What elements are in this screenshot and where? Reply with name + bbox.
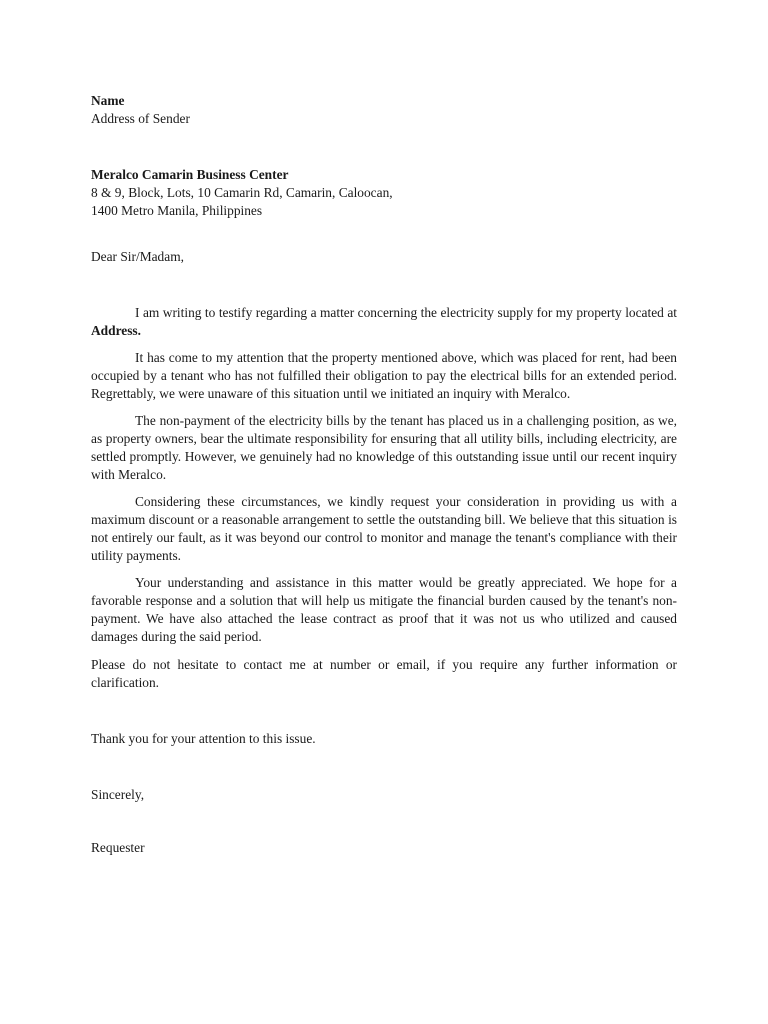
sender-address: Address of Sender: [91, 111, 190, 126]
body-paragraph-1: [91, 304, 677, 340]
paragraph-1: [91, 304, 677, 340]
paragraph-2: It has come to my attention that the property mentioned above, which was placed for rent, had been occupied by a tenant who has not fulfilled their obligation to pay the electrical bills for an extended period. Regrettably, we were unaware of this situation until we initiated an inquiry with Meralco.: [91, 350, 677, 401]
closing: Sincerely,: [91, 787, 145, 802]
salutation-block: [91, 248, 677, 266]
body-paragraph-5: [91, 574, 677, 646]
recipient-address-line2: 1400 Metro Manila, Philippines: [91, 203, 263, 218]
thanks-block: [91, 730, 677, 748]
property-address-placeholder: Address.: [91, 323, 141, 338]
body-paragraph-3: [91, 412, 677, 484]
sender-block: [91, 92, 677, 128]
paragraph-6: Please do not hesitate to contact me at number or email, if you require any further information or clarification.: [91, 657, 677, 690]
paragraph-1-text: I am writing to testify regarding a matter concerning the electricity supply for my property located at: [135, 305, 677, 320]
thanks-line: Thank you for your attention to this issue.: [91, 731, 316, 746]
sender-name: Name: [91, 93, 125, 108]
paragraph-3: The non-payment of the electricity bills by the tenant has placed us in a challenging position, as we, as property owners, bear the ultimate responsibility for ensuring that all utility bills, including electricity, are settled promptly. However, we genuinely had no knowledge of this outstanding issue until our recent inquiry with Meralco.: [91, 413, 677, 482]
signature-block: [91, 839, 677, 857]
recipient-block: [91, 166, 677, 220]
closing-block: [91, 786, 677, 804]
body-paragraph-4: [91, 493, 677, 565]
salutation: Dear Sir/Madam,: [91, 249, 184, 264]
paragraph-5: Your understanding and assistance in this matter would be greatly appreciated. We hope for a favorable response and a solution that will help us mitigate the financial burden caused by the tenant's non-payment. We have also attached the lease contract as proof that it was not us who utilized and caused damages during the said period.: [91, 575, 677, 644]
recipient-address-line1: 8 & 9, Block, Lots, 10 Camarin Rd, Camarin, Caloocan,: [91, 185, 393, 200]
body-paragraph-2: [91, 349, 677, 403]
paragraph-4: Considering these circumstances, we kindly request your consideration in providing us with a maximum discount or a reasonable arrangement to settle the outstanding bill. We believe that this situation is not entirely our fault, as it was beyond our control to monitor and manage the tenant's compliance with their utility payments.: [91, 494, 677, 563]
recipient-org: Meralco Camarin Business Center: [91, 167, 289, 182]
body-paragraph-6: [91, 656, 677, 692]
signature-name: Requester: [91, 840, 145, 855]
